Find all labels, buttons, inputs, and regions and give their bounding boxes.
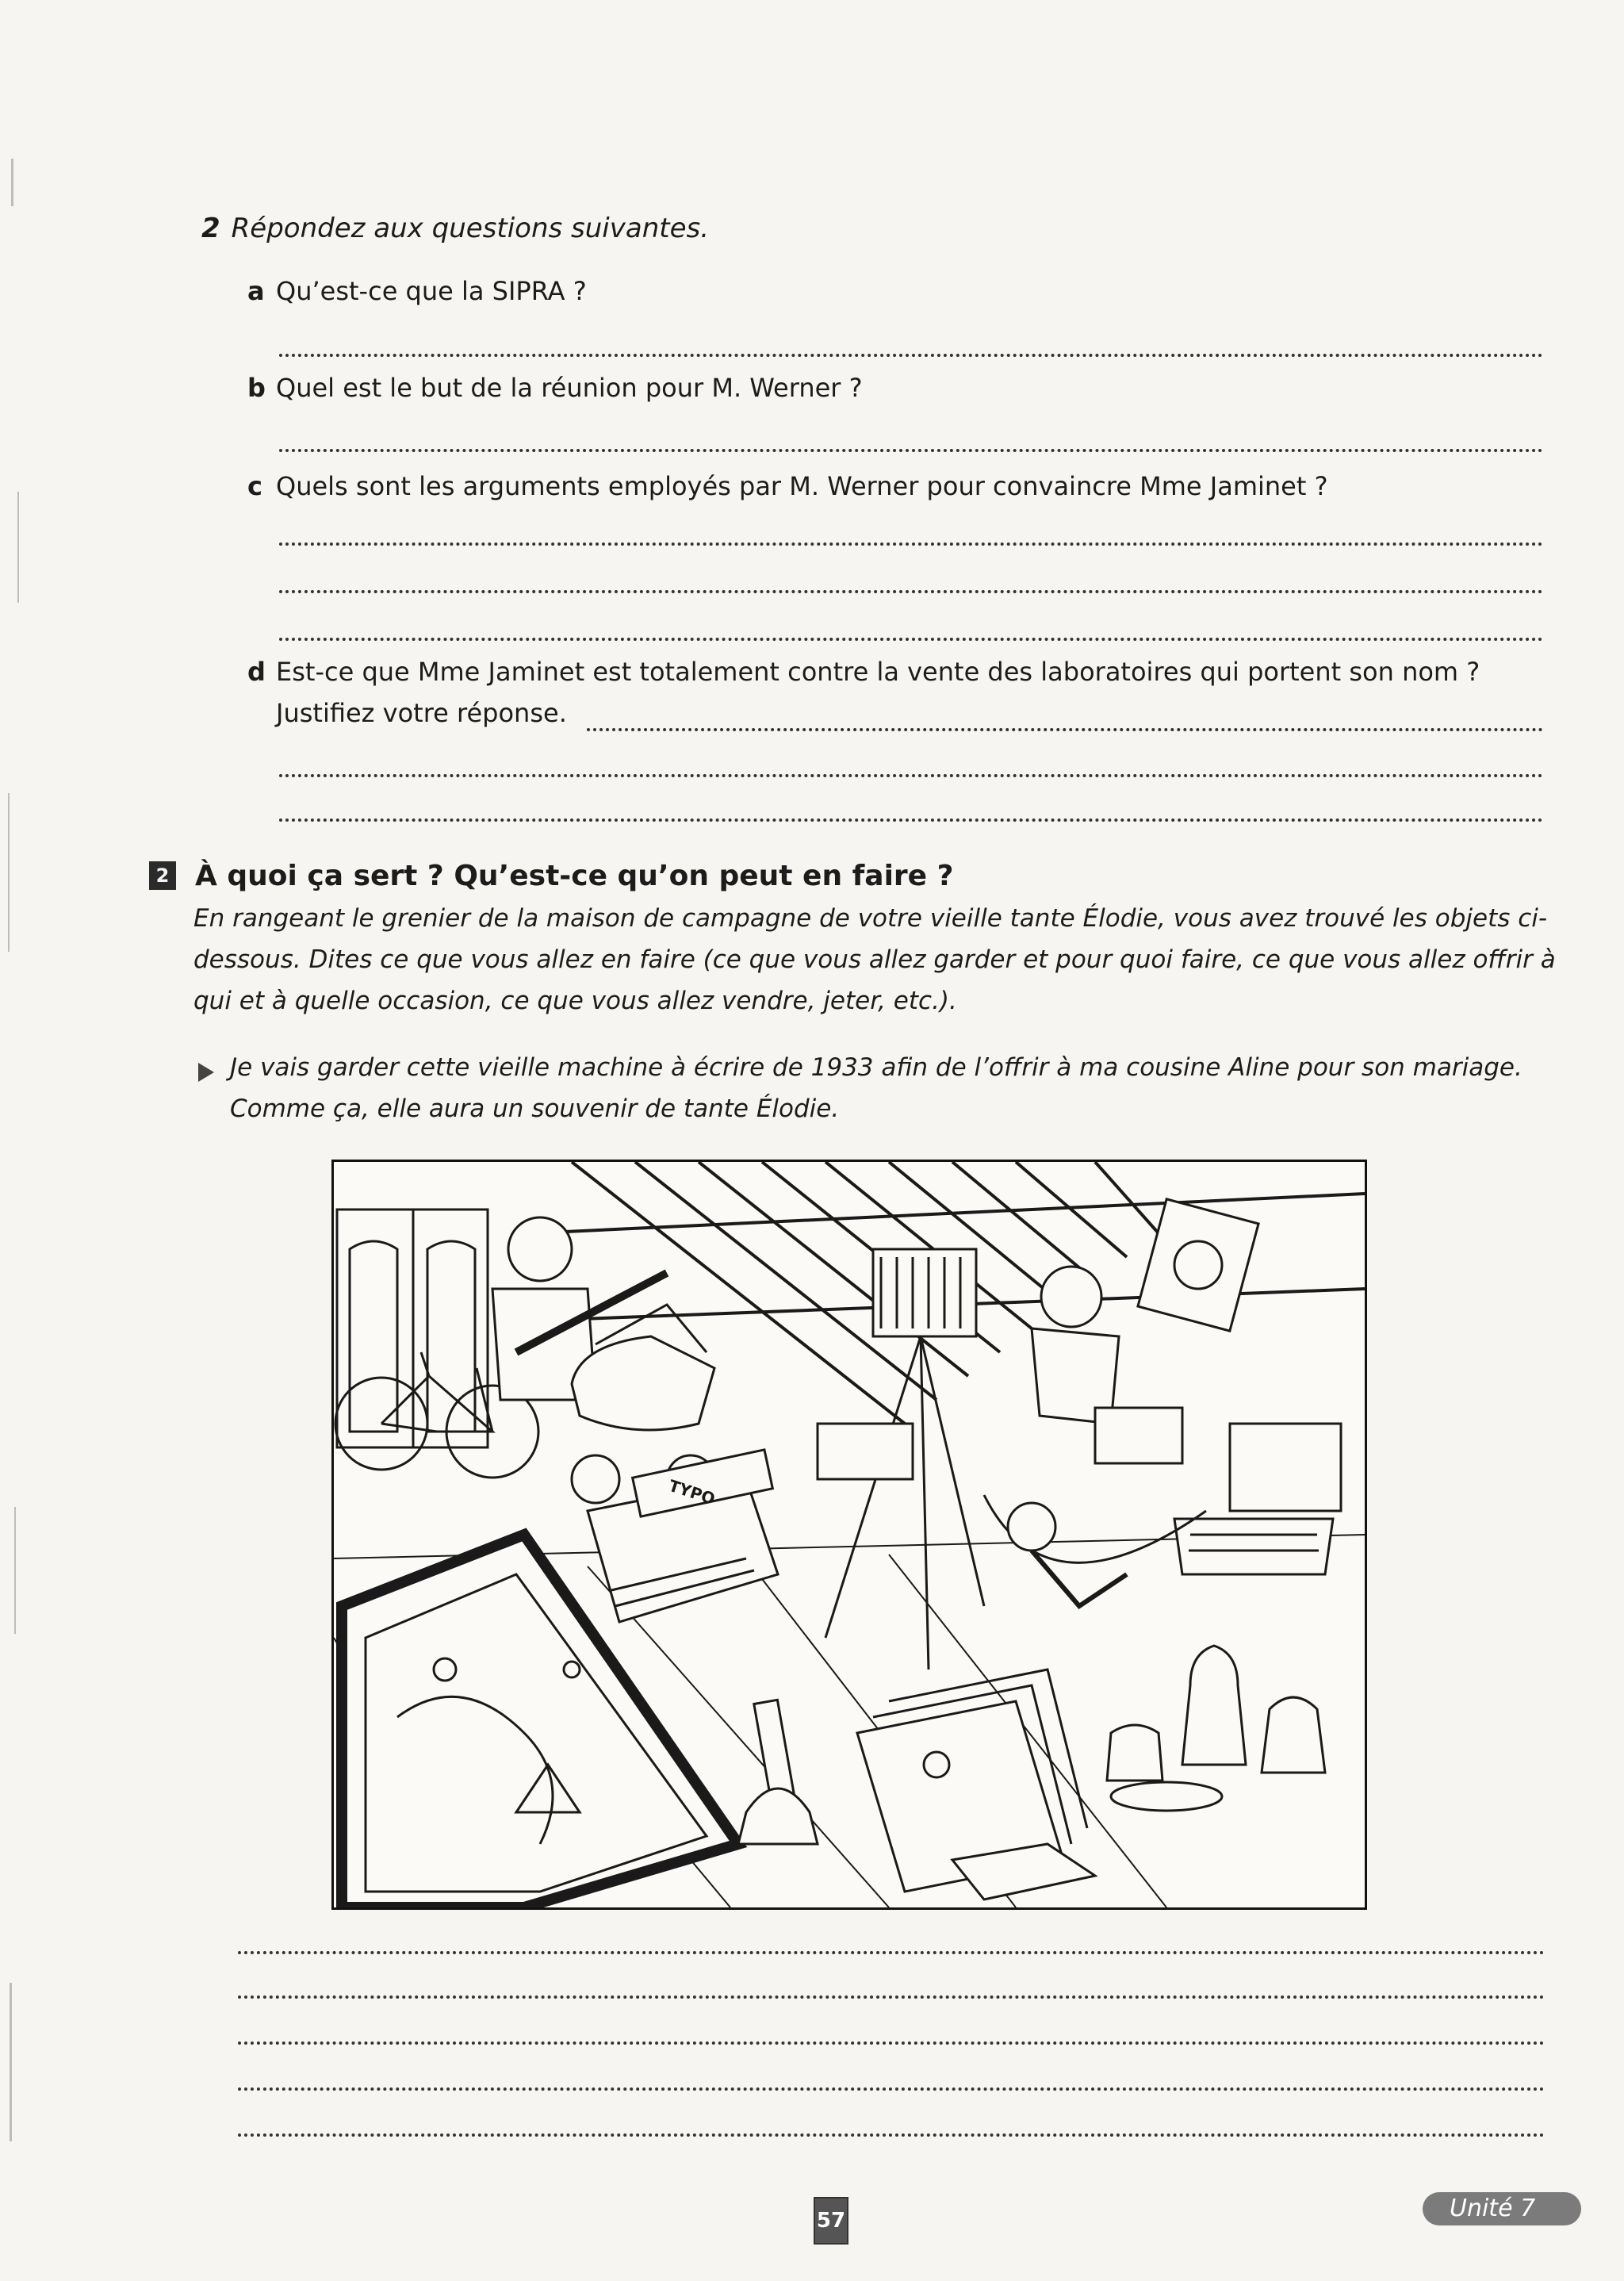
section-number: 2 [149,861,176,890]
answer-line[interactable] [238,2087,1545,2091]
question-text: Quel est le but de la réunion pour M. Werner ? [276,373,863,403]
answer-line[interactable] [238,2041,1545,2045]
question-d-line2 [276,698,567,728]
instruction-text: Répondez aux questions suivantes. [231,213,710,244]
page-number: 57 [814,2197,848,2245]
answer-line[interactable] [238,1995,1545,1999]
intro-line: En rangeant le grenier de la maison de campagne de votre vieille tante Élodie, vous avez trouvé les objets ci- [193,904,1548,933]
attic-illustration [331,1160,1367,1910]
boy-with-mirror [1032,1199,1258,1424]
wardrobe [337,1210,488,1447]
magazines-stack [857,1670,1095,1900]
scan-mark [17,492,19,603]
question-letter: a [247,276,265,306]
example-line: Je vais garder cette vieille machine à écrire de 1933 afin de l’offrir à ma cousine Aline pour son mariage. [230,1053,1522,1082]
question-b [247,373,863,403]
exercise-number: 2 [201,213,220,244]
question-letter: c [247,471,262,501]
answer-line[interactable] [279,638,1543,641]
question-letter: b [247,373,266,403]
storage-boxes [818,1408,1182,1479]
example-arrow-icon [197,1061,216,1087]
exercise-instruction [201,213,709,244]
scan-mark [8,793,10,952]
question-letter: d [247,657,266,687]
answer-line[interactable] [279,774,1543,777]
scan-mark [14,1507,16,1634]
question-text: Qu’est-ce que la SIPRA ? [276,276,587,306]
girl-in-hammock [984,1495,1206,1606]
section-title: À quoi ça sert ? Qu’est-ce qu’on peut en faire ? [195,860,954,892]
question-a [247,276,587,306]
answer-line[interactable] [587,728,1543,731]
scan-mark [11,159,13,206]
answer-line[interactable] [279,590,1543,593]
typewriter-label: TYPO [666,1475,718,1509]
microscope-drawing [738,1700,818,1844]
question-c [247,471,1328,501]
scan-mark [10,1983,12,2141]
answer-line[interactable] [238,1951,1545,1954]
typewriter-drawing [588,1450,778,1622]
unit-badge: Unité 7 [1423,2192,1581,2225]
question-text: Quels sont les arguments employés par M. Werner pour convaincre Mme Jaminet ? [276,471,1328,501]
question-text: Est-ce que Mme Jaminet est totalement contre la vente des laboratoires qui portent son nom ? [276,657,1480,687]
example-line: Comme ça, elle aura un souvenir de tante Élodie. [230,1094,840,1123]
intro-line: qui et à quelle occasion, ce que vous allez vendre, jeter, etc.). [193,987,957,1015]
example-text [230,1047,1562,1129]
computer-drawing [1174,1424,1341,1574]
answer-line[interactable] [279,354,1543,357]
answer-line[interactable] [279,449,1543,452]
question-text: Justifiez votre réponse. [276,698,567,728]
tea-set [1107,1646,1325,1811]
answer-line[interactable] [279,542,1543,546]
question-d [247,657,1480,687]
answer-line[interactable] [238,2133,1545,2137]
attic-drawing [334,1162,1365,1907]
answer-line[interactable] [279,818,1543,822]
section-intro [193,898,1557,1022]
intro-line: dessous. Dites ce que vous allez en faire (ce que vous allez garder et pour quoi faire, ce que vous allez offrir à [193,945,1556,974]
